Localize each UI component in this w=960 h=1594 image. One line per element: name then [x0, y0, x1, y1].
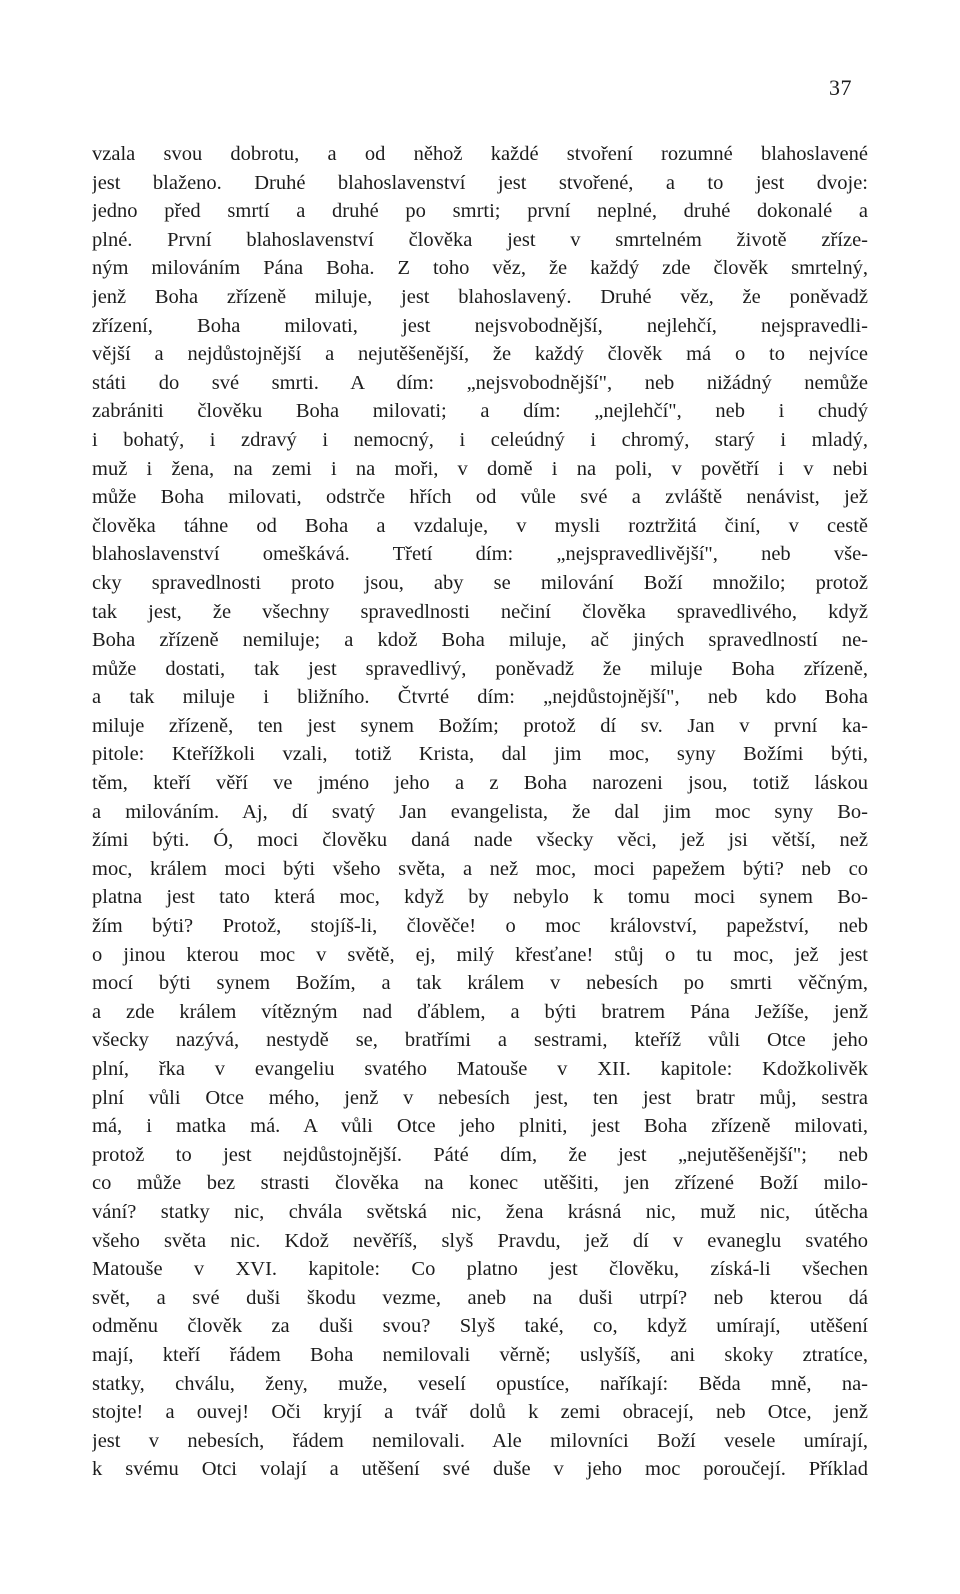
text-line: platna jest tato která moc, když by nebylo k tomu moci synem Bo- [92, 886, 868, 909]
text-line: vzala svou dobrotu, a od něhož každé stvoření rozumné blahoslavené [92, 143, 868, 165]
text-line: i bohatý, i zdravý i nemocný, i celeúdný i chromý, starý i mladý, [92, 428, 868, 451]
text-line: člověka táhne od Boha a vzdaluje, v mysli roztržitá činí, v cestě [92, 514, 868, 537]
text-line: protož to jest nejdůstojnější. Páté dím, že jest „nejutěšenější"; neb [92, 1143, 868, 1166]
text-line: stojte! a ouvej! Oči kryjí a tvář dolů k zemi obracejí, neb Otce, jenž [92, 1401, 868, 1424]
text-line: blahoslavenství omeškává. Třetí dím: „nejspravedlivější", neb vše- [92, 543, 868, 566]
text-line: těm, kteří věří ve jméno jeho a z Boha narozeni jsou, totiž láskou [92, 772, 868, 795]
text-line: zabrániti člověku Boha milovati; a dím: „nejlehčí", neb i chudý [92, 400, 868, 423]
text-line: tak jest, že všechny spravedlnosti nečiní člověka spravedlivého, když [92, 600, 868, 623]
text-line: jest v nebesích, řádem nemilovali. Ale milovníci Boží vesele umírají, [92, 1429, 868, 1452]
text-line: plní, řka v evangeliu svatého Matouše v XII. kapitole: Kdožkolivěk [92, 1058, 868, 1080]
text-line: má, i matka má. A vůli Otce jeho plniti, jest Boha zřízeně milovati, [92, 1115, 868, 1138]
text-line: všeho světa nic. Kdož nevěříš, slyš Pravdu, jež dí v evaneglu svatého [92, 1229, 868, 1252]
text-line: plní vůli Otce mého, jenž v nebesích jest, ten jest bratr můj, sestra [92, 1086, 868, 1109]
text-line: Boha zřízeně nemiluje; a kdož Boha miluje, ač jiných spravedlností ne- [92, 629, 868, 652]
text-line: statky, chválu, ženy, muže, veselí opustíce, naříkají: Běda mně, na- [92, 1372, 868, 1395]
text-line: vější a nejdůstojnější a nejutěšenější, že každý člověk má o to nejvíce [92, 343, 868, 366]
text-line: vání? statky nic, chvála světská nic, žena krásná nic, muž nic, útěcha [92, 1200, 868, 1223]
text-line: zřízení, Boha milovati, jest nejsvobodnější, nejlehčí, nejspravedli- [92, 314, 868, 337]
text-line: pitole: Kteřížkoli vzali, totiž Krista, dal jim moc, syny Božími býti, [92, 743, 868, 766]
text-line: všecky nazývá, nestydě se, bratřími a sestrami, kteříž vůli Otce jeho [92, 1029, 868, 1052]
text-line: mají, kteří řádem Boha nemilovali věrně; uslyšíš, ani skoky ztratíce, [92, 1343, 868, 1366]
text-line: žími býti. Ó, moci člověku daná nade všecky věci, jež jsi větší, než [92, 829, 868, 852]
text-line: může dostati, tak jest spravedlivý, poněvadž že miluje Boha zřízeně, [92, 657, 868, 680]
text-line: jest blaženo. Druhé blahoslavenství jest stvořené, a to jest dvoje: [92, 171, 868, 194]
text-line: o jinou kterou moc v světě, ej, milý křesťane! stůj o tu moc, jež jest [92, 943, 868, 966]
text-line: co může bez strasti člověka na konec utěšiti, jen zřízené Boží milo- [92, 1172, 868, 1195]
text-line: k svému Otci volají a utěšení své duše v jeho moc poroučejí. Příklad [92, 1458, 868, 1481]
text-line: a milováním. Aj, dí svatý Jan evangelista, že dal jim moc syny Bo- [92, 800, 868, 823]
text-line: státi do své smrti. A dím: „nejsvobodnější", neb nižádný nemůže [92, 371, 868, 394]
page-number: 37 [829, 75, 852, 100]
text-line: muž i žena, na zemi i na moři, v domě i na poli, v povětří i v nebi [92, 457, 868, 480]
text-line: a zde králem vítězným nad ďáblem, a býti bratrem Pána Ježíše, jenž [92, 1000, 868, 1023]
text-line: cky spravedlnosti proto jsou, aby se milování Boží množilo; protož [92, 571, 868, 594]
text-line: a tak miluje i bližního. Čtvrté dím: „nejdůstojnější", neb kdo Boha [92, 686, 868, 709]
text-line: moc, králem moci býti všeho světa, a než moc, moci papežem býti? neb co [92, 857, 868, 880]
text-line: Matouše v XVI. kapitole: Co platno jest člověku, získá-li všechen [92, 1258, 868, 1281]
text-line: odměnu člověk za duši svou? Slyš také, co, když umírají, utěšení [92, 1315, 868, 1338]
text-line: mocí býti synem Božím, a tak králem v nebesích po smrti věčným, [92, 972, 868, 995]
text-line: žím býti? Protož, stojíš-li, člověče! o moc království, papežství, neb [92, 915, 868, 938]
body-text [92, 140, 868, 1484]
text-line: plné. První blahoslavenství člověka jest v smrtelném životě zříze- [92, 228, 868, 251]
text-line: jedno před smrtí a druhé po smrti; první neplné, druhé dokonalé a [92, 200, 868, 223]
text-line: ným milováním Pána Boha. Z toho věz, že každý zde člověk smrtelný, [92, 257, 868, 280]
text-line: miluje zřízeně, ten jest synem Božím; protož dí sv. Jan v první ka- [92, 714, 868, 737]
text-line: může Boha milovati, odstrče hřích od vůle své a zvláště nenávist, jež [92, 486, 868, 509]
text-line: svět, a své duši škodu vezme, aneb na duši utrpí? neb kterou dá [92, 1286, 868, 1309]
text-line: jenž Boha zřízeně miluje, jest blahoslavený. Druhé věz, že poněvadž [92, 285, 868, 308]
